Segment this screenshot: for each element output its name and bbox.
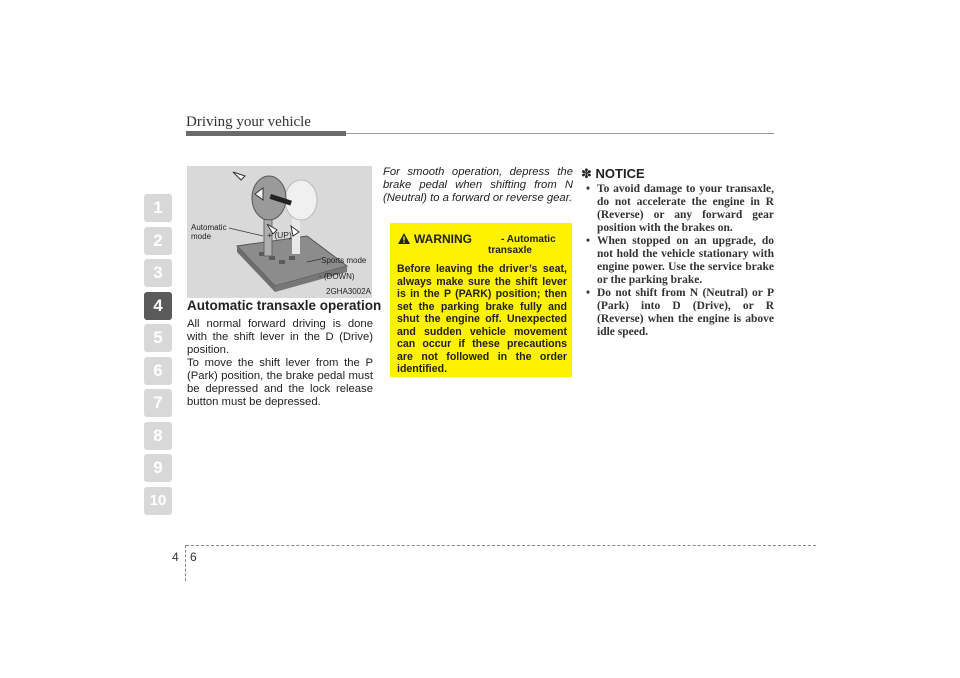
notice-symbol-icon: ✽ bbox=[581, 166, 592, 181]
operation-tip: For smooth operation, depress the brake pedal when shifting from N (Neutral) to a forward or reverse gear. bbox=[383, 166, 573, 204]
section-heading: Automatic transaxle operation bbox=[187, 298, 382, 313]
header-bar bbox=[186, 131, 346, 136]
header-title: Driving your vehicle bbox=[186, 114, 311, 130]
footer-rule bbox=[186, 545, 816, 546]
down-label: - (DOWN) bbox=[319, 272, 355, 281]
chapter-tab-2[interactable]: 2 bbox=[144, 227, 172, 255]
header-rule bbox=[346, 133, 774, 134]
notice-title: NOTICE bbox=[595, 166, 645, 181]
chapter-tab-8[interactable]: 8 bbox=[144, 422, 172, 450]
chapter-tab-10[interactable]: 10 bbox=[144, 487, 172, 515]
shift-lever-figure bbox=[187, 166, 372, 298]
chapter-tab-1[interactable]: 1 bbox=[144, 194, 172, 222]
chapter-tabs bbox=[144, 194, 174, 519]
sports-mode-label: Sports mode bbox=[321, 256, 367, 265]
footer-page-number: 6 bbox=[190, 550, 197, 564]
figure-code: 2GHA3002A bbox=[326, 287, 371, 296]
warning-title: WARNING bbox=[414, 232, 472, 246]
chapter-tab-6[interactable]: 6 bbox=[144, 357, 172, 385]
notice-item-2: • When stopped on an upgrade, do not hold the vehicle stationary with engine power. Use the service brake or the parking brake. bbox=[586, 235, 774, 287]
up-label: + (UP) bbox=[267, 230, 292, 240]
notice-heading bbox=[581, 166, 645, 182]
paragraph-1: All normal forward driving is done with the shift lever in the D (Drive) position. bbox=[187, 318, 373, 356]
warning-subtitle-1: - Automatic bbox=[501, 234, 556, 245]
chapter-tab-9[interactable]: 9 bbox=[144, 454, 172, 482]
notice-item-1: • To avoid damage to your transaxle, do not accelerate the engine in R (Reverse) or any forward gear position with the brakes on. bbox=[586, 183, 774, 235]
notice-item-3: • Do not shift from N (Neutral) or P (Park) into D (Drive), or R (Reverse) when the engine is above idle speed. bbox=[586, 287, 774, 339]
notice-list bbox=[586, 183, 774, 339]
paragraph-2: To move the shift lever from the P (Park) position, the brake pedal must be depressed and the lock release button must be depressed. bbox=[187, 357, 373, 408]
warning-body: Before leaving the driver’s seat, always make sure the shift lever is in the P (PARK) position; then set the parking brake fully and shut the engine off. Unexpected and sudden vehicle movement can occur if these precautions are not followed in the order identified. bbox=[397, 263, 567, 375]
warning-box bbox=[390, 223, 572, 377]
warning-subtitle-2: transaxle bbox=[488, 245, 532, 256]
chapter-tab-3[interactable]: 3 bbox=[144, 259, 172, 287]
warning-triangle-icon bbox=[398, 233, 410, 244]
footer-divider bbox=[185, 545, 186, 581]
footer-chapter-number: 4 bbox=[172, 550, 179, 564]
chapter-tab-4[interactable]: 4 bbox=[144, 292, 172, 320]
chapter-tab-7[interactable]: 7 bbox=[144, 389, 172, 417]
automatic-mode-label: Automatic mode bbox=[191, 223, 227, 241]
chapter-tab-5[interactable]: 5 bbox=[144, 324, 172, 352]
